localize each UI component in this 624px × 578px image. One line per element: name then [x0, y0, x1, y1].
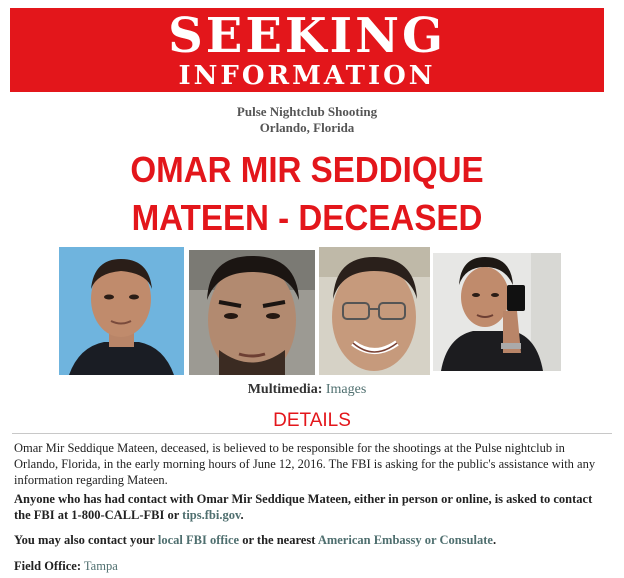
embassy-consulate-link[interactable]: American Embassy or Consulate [317, 533, 493, 547]
subject-photo-1[interactable] [59, 247, 184, 375]
banner-title: SEEKING [168, 8, 446, 64]
multimedia-line [0, 382, 614, 398]
field-office-line [14, 558, 610, 574]
local-fbi-office-link[interactable]: local FBI office [157, 533, 240, 547]
photo-gallery [0, 247, 624, 375]
case-title: Pulse Nightclub Shooting [236, 104, 378, 119]
subject-photo-4[interactable] [433, 253, 561, 371]
subject-name-line2: MATEEN - DECEASED [131, 197, 483, 238]
portrait-image [59, 247, 184, 375]
field-office-label: Field Office: [14, 559, 81, 573]
embassy-period: . [492, 533, 497, 547]
portrait-image [189, 250, 315, 375]
details-heading: DETAILS [273, 410, 351, 431]
details-paragraph-3 [14, 532, 610, 548]
nearest-text: or the nearest [242, 533, 316, 547]
multimedia-label: Multimedia: [247, 382, 323, 397]
portrait-image [319, 247, 430, 375]
local-office-text: You may also contact your [14, 533, 155, 547]
case-location: Orlando, Florida [259, 120, 355, 135]
multimedia-images-link[interactable]: Images [325, 382, 367, 397]
subject-photo-3[interactable] [319, 247, 430, 375]
details-divider [12, 433, 612, 434]
banner-subtitle: INFORMATION [178, 61, 436, 91]
details-paragraph-1: Omar Mir Seddique Mateen, deceased, is believed to be responsible for the shootings at the Pulse nightclub in Orlando, Florida, in the early morning hours of June 12, 2016. The FBI is asking for the public's assistance with any information regarding Mateen. [14, 441, 596, 487]
subject-photo-2[interactable] [189, 250, 315, 375]
subject-name-line1: OMAR MIR SEDDIQUE [130, 149, 484, 190]
subject-name [25, 146, 590, 242]
contact-period: . [240, 508, 244, 522]
tips-link[interactable]: tips.fbi.gov [182, 508, 241, 522]
details-paragraph-2 [14, 491, 610, 523]
field-office-value[interactable]: Tampa [83, 559, 118, 573]
seeking-information-banner [10, 8, 604, 92]
contact-text: Anyone who has had contact with Omar Mir Seddique Mateen, either in person or online, is asked to contact the FBI at 1-800-CALL-FBI or [14, 492, 593, 522]
portrait-image [433, 253, 561, 371]
case-info [0, 104, 614, 136]
